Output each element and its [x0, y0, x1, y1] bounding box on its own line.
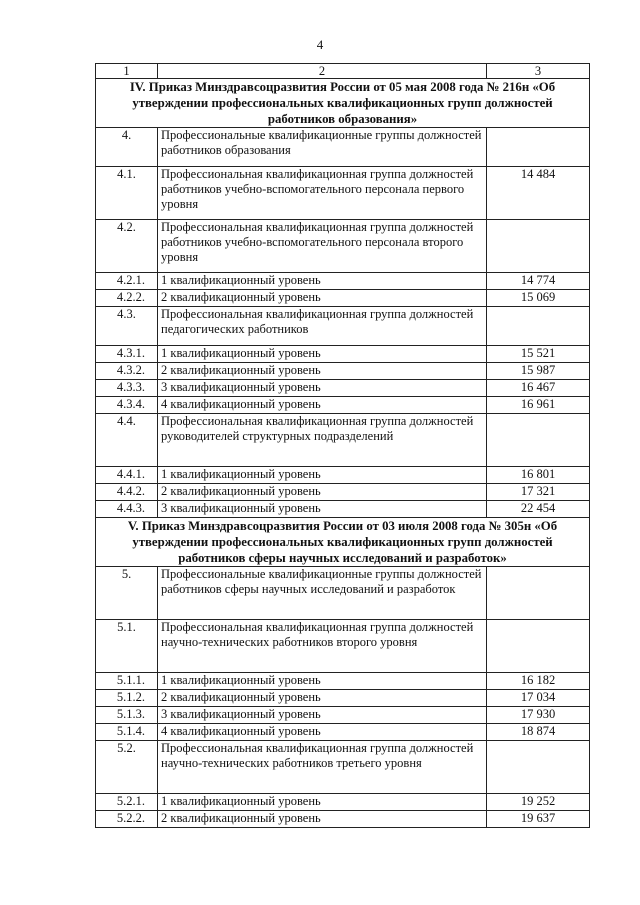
row-name: 2 квалификационный уровень — [158, 690, 487, 707]
table-row — [96, 620, 590, 673]
row-code: 4.3.2. — [96, 363, 158, 380]
row-salary-value — [487, 220, 590, 273]
row-name: 4 квалификационный уровень — [158, 397, 487, 414]
row-code: 5.1.1. — [96, 673, 158, 690]
table-row — [96, 414, 590, 467]
table-row — [96, 741, 590, 794]
row-name: Профессиональная квалификационная группа должностей педагогических работников — [158, 307, 487, 346]
section-title-row — [96, 518, 590, 567]
table-row — [96, 467, 590, 484]
row-name: 1 квалификационный уровень — [158, 673, 487, 690]
table-row — [96, 380, 590, 397]
table-row — [96, 501, 590, 518]
table-row — [96, 690, 590, 707]
row-salary-value: 22 454 — [487, 501, 590, 518]
table-row — [96, 794, 590, 811]
row-code: 4.4. — [96, 414, 158, 467]
row-name: Профессиональная квалификационная группа должностей руководителей структурных подразделений — [158, 414, 487, 467]
table-row — [96, 673, 590, 690]
row-name: 4 квалификационный уровень — [158, 724, 487, 741]
row-salary-value: 16 182 — [487, 673, 590, 690]
table-row — [96, 220, 590, 273]
column-header-1: 1 — [96, 64, 158, 79]
row-name: 2 квалификационный уровень — [158, 363, 487, 380]
row-salary-value — [487, 414, 590, 467]
row-code: 5.1.4. — [96, 724, 158, 741]
row-code: 5.2. — [96, 741, 158, 794]
row-salary-value: 17 321 — [487, 484, 590, 501]
section-title: V. Приказ Минздравсоцразвития России от 03 июля 2008 года № 305н «Об утверждении профессиональных квалификационных групп должностей работников сферы научных исследований и разработок» — [96, 518, 590, 567]
table-row — [96, 290, 590, 307]
row-salary-value: 19 637 — [487, 811, 590, 828]
row-salary-value: 15 987 — [487, 363, 590, 380]
table-row — [96, 307, 590, 346]
row-name: 1 квалификационный уровень — [158, 346, 487, 363]
column-header-2: 2 — [158, 64, 487, 79]
column-header-row — [96, 64, 590, 79]
row-code: 4.2.1. — [96, 273, 158, 290]
row-code: 4.4.3. — [96, 501, 158, 518]
row-name: 3 квалификационный уровень — [158, 707, 487, 724]
row-salary-value — [487, 741, 590, 794]
row-name: 2 квалификационный уровень — [158, 811, 487, 828]
row-salary-value — [487, 128, 590, 167]
table-row — [96, 811, 590, 828]
row-name: 3 квалификационный уровень — [158, 380, 487, 397]
row-code: 5.2.1. — [96, 794, 158, 811]
row-salary-value: 18 874 — [487, 724, 590, 741]
row-name: 1 квалификационный уровень — [158, 273, 487, 290]
table-row — [96, 397, 590, 414]
row-salary-value: 14 774 — [487, 273, 590, 290]
row-code: 4.3.4. — [96, 397, 158, 414]
row-name: Профессиональная квалификационная группа должностей научно-технических работников третьего уровня — [158, 741, 487, 794]
row-code: 5.1.3. — [96, 707, 158, 724]
row-code: 5.1. — [96, 620, 158, 673]
row-name: Профессиональные квалификационные группы должностей работников образования — [158, 128, 487, 167]
row-salary-value: 15 521 — [487, 346, 590, 363]
row-salary-value: 19 252 — [487, 794, 590, 811]
row-salary-value: 16 961 — [487, 397, 590, 414]
row-salary-value: 16 467 — [487, 380, 590, 397]
row-name: 1 квалификационный уровень — [158, 794, 487, 811]
row-name: Профессиональная квалификационная группа должностей работников учебно-вспомогательного персонала первого уровня — [158, 167, 487, 220]
row-code: 4.2. — [96, 220, 158, 273]
row-code: 5.1.2. — [96, 690, 158, 707]
row-name: 2 квалификационный уровень — [158, 290, 487, 307]
table-row — [96, 273, 590, 290]
salary-table — [95, 63, 590, 828]
row-salary-value: 16 801 — [487, 467, 590, 484]
table-row — [96, 707, 590, 724]
column-header-3: 3 — [487, 64, 590, 79]
row-code: 5. — [96, 567, 158, 620]
table-row — [96, 567, 590, 620]
page-number: 4 — [316, 37, 324, 52]
row-code: 4.1. — [96, 167, 158, 220]
row-code: 4. — [96, 128, 158, 167]
row-code: 5.2.2. — [96, 811, 158, 828]
section-title: IV. Приказ Минздравсоцразвития России от 05 мая 2008 года № 216н «Об утверждении профессиональных квалификационных групп должностей работников образования» — [96, 79, 590, 128]
row-code: 4.3. — [96, 307, 158, 346]
row-salary-value — [487, 307, 590, 346]
row-code: 4.2.2. — [96, 290, 158, 307]
row-salary-value: 15 069 — [487, 290, 590, 307]
row-name: 1 квалификационный уровень — [158, 467, 487, 484]
row-code: 4.4.1. — [96, 467, 158, 484]
row-name: Профессиональная квалификационная группа должностей научно-технических работников второго уровня — [158, 620, 487, 673]
row-name: Профессиональная квалификационная группа должностей работников учебно-вспомогательного персонала второго уровня — [158, 220, 487, 273]
table-row — [96, 346, 590, 363]
section-title-row — [96, 79, 590, 128]
row-salary-value — [487, 567, 590, 620]
row-salary-value: 14 484 — [487, 167, 590, 220]
row-code: 4.4.2. — [96, 484, 158, 501]
row-salary-value — [487, 620, 590, 673]
table-row — [96, 484, 590, 501]
row-name: 3 квалификационный уровень — [158, 501, 487, 518]
row-name: 2 квалификационный уровень — [158, 484, 487, 501]
table-row — [96, 724, 590, 741]
table-row — [96, 167, 590, 220]
row-name: Профессиональные квалификационные группы должностей работников сферы научных исследований и разработок — [158, 567, 487, 620]
row-code: 4.3.3. — [96, 380, 158, 397]
row-salary-value: 17 034 — [487, 690, 590, 707]
row-salary-value: 17 930 — [487, 707, 590, 724]
table-row — [96, 363, 590, 380]
row-code: 4.3.1. — [96, 346, 158, 363]
table-row — [96, 128, 590, 167]
